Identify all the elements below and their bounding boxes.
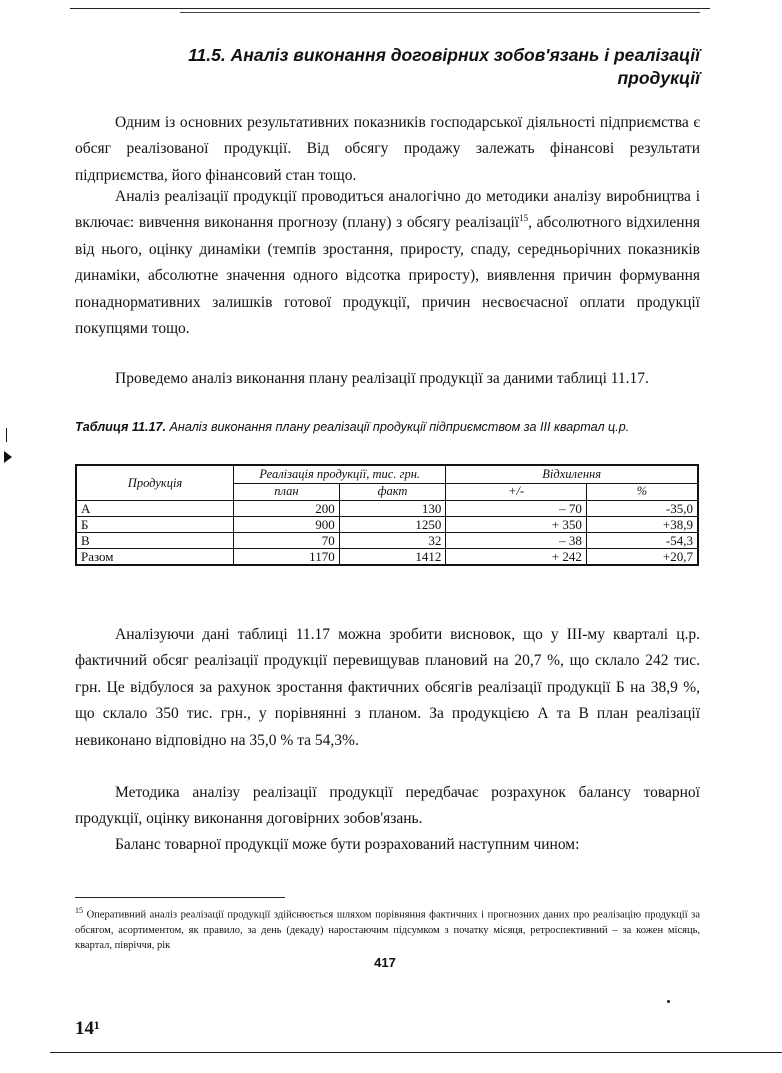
footnote [75, 903, 700, 953]
section-heading-line1: 11.5. Аналіз виконання договірних зобов'язань і реалізації [188, 45, 700, 65]
cell-plan: 70 [234, 533, 340, 549]
paragraph-intro: Одним із основних результативних показників господарської діяльності підприємства є обсяг реалізованої продукції. Від обсягу продажу залежать фінансові результати підприємства, його фінансовий стан тощо. [75, 114, 700, 184]
cell-pct: +38,9 [586, 517, 698, 533]
top-rule-secondary [180, 12, 700, 13]
col-product-header: Продукція [76, 465, 234, 501]
table-caption-label: Таблиця 11.17. [75, 420, 166, 434]
cell-product: Разом [76, 549, 234, 566]
table-row [76, 517, 698, 533]
table-row [76, 501, 698, 517]
cell-abs: + 242 [446, 549, 586, 566]
table-caption [75, 419, 700, 436]
cell-plan: 900 [234, 517, 340, 533]
cell-product: А [76, 501, 234, 517]
paragraph-conclusion: Аналізуючи дані таблиці 11.17 можна зробити висновок, що у III-му кварталі ц.р. фактичний обсяг реалізації продукції перевищував плановий на 20,7 %, що склало 242 тис. грн. Це відбулося за рахунок зростання фактичних обсягів реалізації продукції Б на 38,9 %, що склало 350 тис. грн., у порівнянні з планом. За продукцією А та В план реалізації невиконано відповідно на 35,0 % та 54,3%. [75, 626, 700, 749]
footnote-rule [75, 897, 285, 898]
col-abs-header: +/- [446, 483, 586, 500]
table-row-total [76, 549, 698, 566]
col-plan-header: план [234, 483, 340, 500]
col-pct-header: % [586, 483, 698, 500]
paragraph-method [75, 184, 700, 342]
bottom-rule [50, 1052, 782, 1053]
sales-plan-table [75, 464, 699, 566]
cell-abs: + 350 [446, 517, 586, 533]
cell-fact: 1412 [339, 549, 446, 566]
col-sales-header: Реалізація продукції, тис. грн. [234, 465, 446, 483]
paragraph-balance-method: Методика аналізу реалізації продукції передбачає розрахунок балансу товарної продукції, оцінку виконання договірних зобов'язань. [75, 784, 700, 828]
section-heading-line2: продукції [617, 68, 700, 88]
table-row [76, 533, 698, 549]
table-caption-text: Аналіз виконання плану реалізації продукції підприємством за III квартал ц.р. [166, 420, 630, 434]
speck [667, 1000, 670, 1003]
page-number: 417 [374, 955, 396, 970]
cell-fact: 1250 [339, 517, 446, 533]
cell-fact: 130 [339, 501, 446, 517]
cell-pct: -54,3 [586, 533, 698, 549]
cell-abs: – 70 [446, 501, 586, 517]
footnote-ref: 15 [519, 213, 529, 224]
margin-arrow-icon [4, 451, 12, 463]
section-heading [75, 44, 700, 90]
paragraph-method-part1: Аналіз реалізації продукції проводиться аналогічно до методики аналізу виробництва і включає: вивчення виконання прогнозу (плану) з обсягу реалізації [75, 188, 700, 232]
cell-product: Б [76, 517, 234, 533]
col-deviation-header: Відхилення [446, 465, 698, 483]
cell-product: В [76, 533, 234, 549]
cell-plan: 200 [234, 501, 340, 517]
top-rule [70, 8, 710, 9]
paragraph-method-part2: , абсолютного відхилення від нього, оцінку динаміки (темпів зростання, приросту, спаду, середньорічних показників динаміки, абсолютне значення одного відсотка приросту), виявлення причин формування понаднормативних залишків готової продукції, причин несвоєчасної оплати продукції покупцями тощо. [75, 214, 700, 338]
paragraph-table-intro: Проведемо аналіз виконання плану реалізації продукції за даними таблиці 11.17. [115, 370, 649, 387]
cell-pct: +20,7 [586, 549, 698, 566]
paragraph-balance-intro: Баланс товарної продукції може бути розрахований наступним чином: [115, 836, 580, 853]
cell-pct: -35,0 [586, 501, 698, 517]
margin-mark [6, 428, 7, 442]
sheet-number: 14¹ [75, 1018, 100, 1039]
cell-abs: – 38 [446, 533, 586, 549]
footnote-text: Оперативний аналіз реалізації продукції здійснюється шляхом порівняння фактичних і прогнозних даних про реалізацію продукції за обсягом, асортиментом, як правило, за день (декаду) наростаючим підсумком з початку місяця, ретроспективний – за кожен місяць, квартал, півріччя, рік [75, 909, 700, 951]
footnote-marker: 15 [75, 906, 83, 915]
cell-plan: 1170 [234, 549, 340, 566]
col-fact-header: факт [339, 483, 446, 500]
cell-fact: 32 [339, 533, 446, 549]
